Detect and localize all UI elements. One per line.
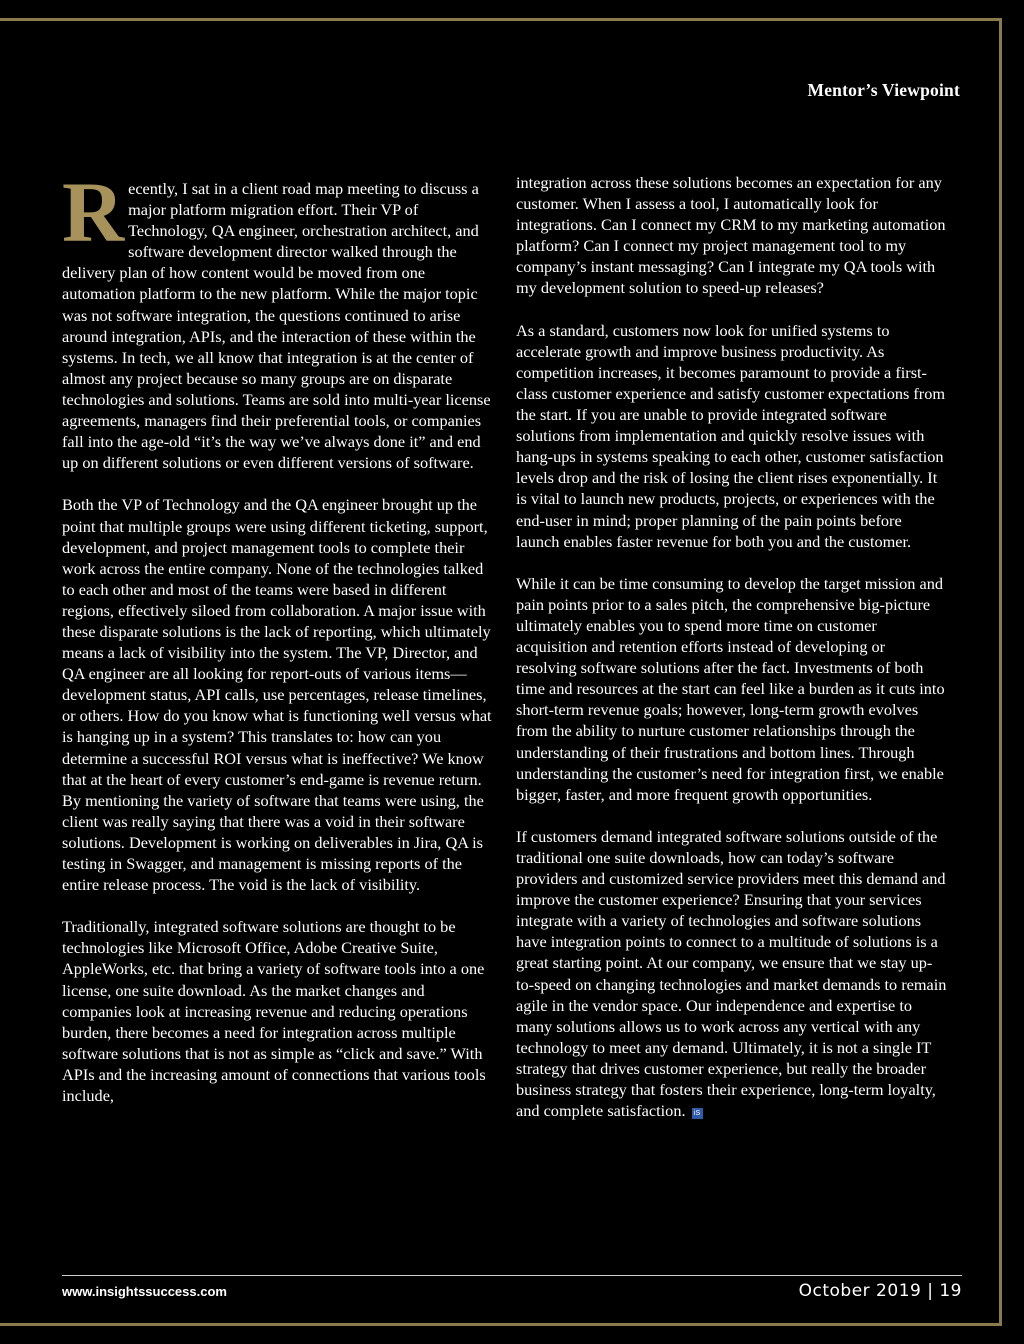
- paragraph-1: [62, 164, 492, 473]
- paragraph-4: integration across these solutions becomes an expectation for any customer. When I assess a tool, I automatically look for integrations. Can I connect my CRM to my marketing automation platform? Can I connect my project management tool to my company’s instant messaging? Can I integrate my QA tools with my development solution to speed-up releases?: [516, 173, 946, 298]
- end-mark-icon: iS: [692, 1108, 703, 1119]
- footer-date-page: October 2019 | 19: [798, 1281, 962, 1301]
- paragraph-5: As a standard, customers now look for unified systems to accelerate growth and improve business productivity. As competition increases, it becomes paramount to provide a first-class customer experience and satisfy customer expectations from the start. If you are unable to provide integrated software solutions from implementation and quickly resolve issues with hang-ups in systems speaking to each other, customer satisfaction levels drop and the risk of losing the client rises exponentially. It is vital to launch new products, projects, or experiences with the end-user in mind; proper planning of the pain points before launch enables faster revenue for both you and the customer.: [516, 320, 946, 551]
- drop-cap: R: [62, 164, 125, 260]
- paragraph-2: Both the VP of Technology and the QA engineer brought up the point that multiple groups were using different ticketing, support, development, and project management tools to complete their work across the entire company. None of the technologies talked to each other and most of the teams were based in different regions, effectively siloed from collaboration. A major issue with these disparate solutions is the lack of reporting, which ultimately means a lack of visibility into the system. The VP, Director, and QA engineer are all looking for report-outs of various items—development status, API calls, use percentages, release timelines, or others. How do you know what is functioning well versus what is hanging up in a system? This translates to: how can you determine a successful ROI versus what is ineffective? We know that at the heart of every customer’s end-game is revenue return. By mentioning the variety of software that teams were using, the client was really saying that there was a void in their software solutions. Development is working on deliverables in Jira, QA is testing in Swagger, and management is missing reports of the entire release process. The void is the lack of visibility.: [62, 495, 492, 895]
- footer-divider: [62, 1275, 962, 1276]
- article-column-left: [62, 164, 492, 1127]
- paragraph-7: [516, 826, 948, 1121]
- section-title: Mentor’s Viewpoint: [807, 80, 960, 100]
- footer-website: www.insightssuccess.com: [62, 1284, 227, 1299]
- paragraph-6: While it can be time consuming to develop the target mission and pain points prior to a sales pitch, the comprehensive big-picture ultimately enables you to spend more time on customer acquisition and retention efforts instead of developing or resolving software solutions after the fact. Investments of both time and resources at the start can feel like a burden as it cuts into short-term revenue goals; however, long-term growth evolves from the ability to nurture customer relationships through the understanding of their frustrations and bottom lines. Through understanding the customer’s need for integration first, we enable bigger, faster, and more frequent growth opportunities.: [516, 573, 945, 804]
- article-column-right: [516, 172, 948, 1142]
- paragraph-1-text: ecently, I sat in a client road map meeting to discuss a major platform migration effort. Their VP of Technology, QA engineer, orchestration architect, and software development director walked through the delivery plan of how content would be moved from one automation platform to the new platform. While the major topic was not software integration, the questions continued to arise around integration, APIs, and the interaction of these within the systems. In tech, we all know that integration is at the center of almost any project because so many groups are on disparate technologies and solutions. Teams are sold into multi-year license agreements, managers find their preferential tools, or companies fall into the age-old “it’s the way we’ve always done it” and end up on different solutions or even different versions of software.: [62, 179, 491, 473]
- paragraph-3: Traditionally, integrated software solutions are thought to be technologies like Microsoft Office, Adobe Creative Suite, AppleWorks, etc. that bring a variety of software tools into a one license, one suite download. As the market changes and companies look at increasing revenue and reducing operations burden, there becomes a need for integration across multiple software solutions that is not as simple as “click and save.” With APIs and the increasing amount of connections that various tools include,: [62, 917, 486, 1106]
- paragraph-7-text: If customers demand integrated software solutions outside of the traditional one suite downloads, how can today’s software providers and customized service providers meet this demand and improve the customer experience? Ensuring that your services integrate with a variety of technologies and software solutions have integration points to connect to a multitude of solutions is a great starting point. At our company, we ensure that we stay up-to-speed on changing technologies and market demands to remain agile in the vendor space. Our independence and expertise to many solutions allows us to work across any vertical with any technology to meet any demand. Ultimately, it is not a single IT strategy that drives customer experience, but really the broader business strategy that fosters their experience, long-term loyalty, and complete satisfaction.: [516, 826, 947, 1121]
